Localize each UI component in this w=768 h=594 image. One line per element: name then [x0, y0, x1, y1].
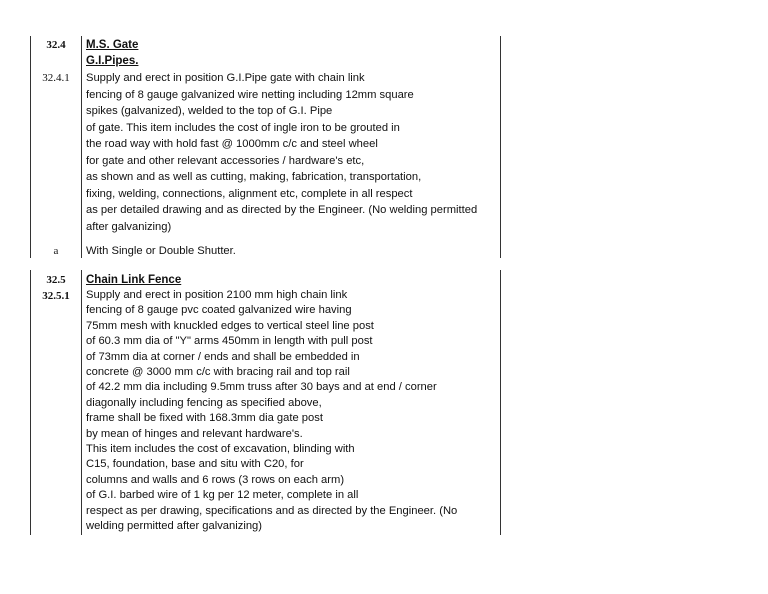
description-line: as per detailed drawing and as directed by the Engineer. (No welding permitted [86, 204, 478, 216]
description-line: welding permitted after galvanizing) [86, 520, 262, 533]
section-title: M.S. Gate [86, 39, 139, 51]
section-number: 32.5 [46, 274, 66, 286]
description-line: Supply and erect in position 2100 mm high chain link [86, 289, 348, 301]
description-line: frame shall be fixed with 168.3mm dia gate post [86, 412, 323, 425]
table-left-border-2 [30, 270, 31, 535]
description-line: concrete @ 3000 mm c/c with bracing rail and top rail [86, 366, 350, 379]
description-line: of 73mm dia at corner / ends and shall be embedded in [86, 350, 360, 363]
description-line: of G.I. barbed wire of 1 kg per 12 meter, complete in all [86, 489, 359, 502]
description-line: Supply and erect in position G.I.Pipe gate with chain link [86, 72, 365, 84]
description-line: of 42.2 mm dia including 9.5mm truss after 30 bays and at end / corner [86, 381, 437, 394]
sub-item-label: a [53, 245, 59, 257]
description-line: diagonally including fencing as specified above, [86, 396, 322, 409]
section-number: 32.4 [46, 39, 66, 51]
description-line: C15, foundation, base and situ with C20, for [86, 458, 304, 471]
description-line: for gate and other relevant accessories / hardware's etc, [86, 154, 365, 167]
description-line: of gate. This item includes the cost of ingle iron to be grouted in [86, 121, 400, 134]
table-column-divider-2 [81, 270, 82, 535]
description-line: as shown and as well as cutting, making, fabrication, transportation, [86, 171, 422, 183]
table-right-border-2 [500, 270, 501, 535]
item-number: 32.4.1 [42, 72, 70, 84]
description-line: fencing of 8 gauge galvanized wire netting including 12mm square [86, 88, 414, 101]
description-line: This item includes the cost of excavation, blinding with [86, 443, 355, 456]
item-number: 32.5.1 [42, 290, 70, 302]
description-line: after galvanizing) [86, 220, 172, 233]
description-line: the road way with hold fast @ 1000mm c/c and steel wheel [86, 138, 378, 150]
description-line: respect as per drawing, specifications and as directed by the Engineer. (No [86, 504, 458, 517]
description-line: fencing of 8 gauge pvc coated galvanized wire having [86, 304, 352, 317]
item-description [86, 70, 498, 235]
description-line: by mean of hinges and relevant hardware's. [86, 427, 303, 440]
description-line: 75mm mesh with knuckled edges to vertical steel line post [86, 319, 374, 332]
sub-item-text: With Single or Double Shutter. [86, 245, 236, 257]
section-title: Chain Link Fence [86, 274, 182, 286]
section-subtitle: G.I.Pipes. [86, 55, 139, 67]
description-line: columns and walls and 6 rows (3 rows on each arm) [86, 473, 345, 486]
item-description [86, 288, 498, 535]
table-right-border-1 [500, 36, 501, 258]
description-line: fixing, welding, connections, alignment etc, complete in all respect [86, 187, 413, 200]
description-line: of 60.3 mm dia of "Y" arms 450mm in length with pull post [86, 335, 373, 348]
description-line: spikes (galvanized), welded to the top of G.I. Pipe [86, 105, 333, 117]
